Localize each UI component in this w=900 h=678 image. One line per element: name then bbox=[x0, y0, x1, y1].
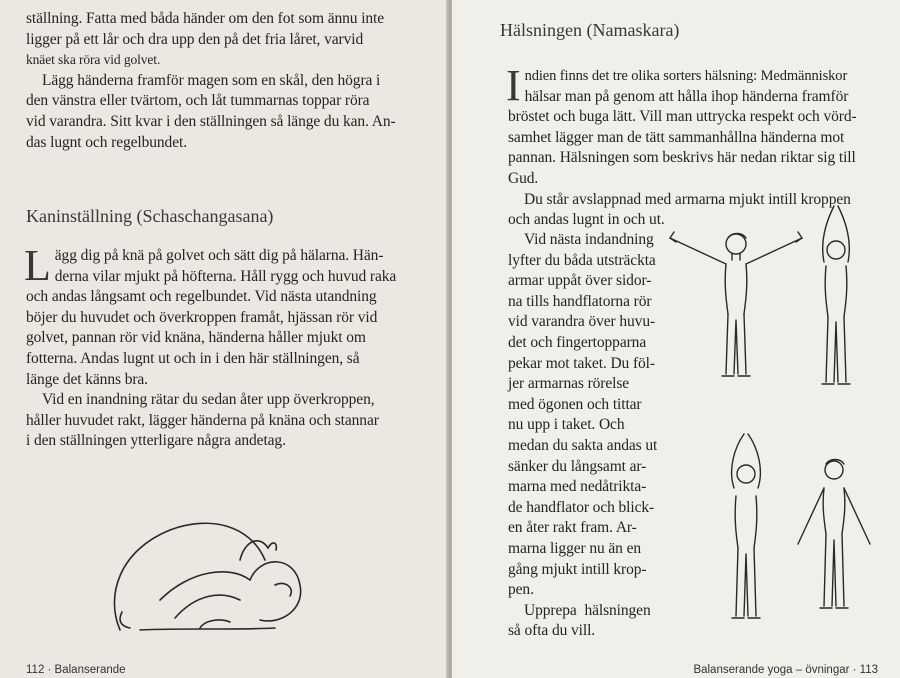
text-line: lyfter du båda utsträckta bbox=[508, 251, 656, 269]
child-pose-illustration bbox=[100, 500, 340, 660]
text-line: armar uppåt över sidor- bbox=[508, 272, 652, 290]
text-line: sänker du långsamt ar- bbox=[508, 457, 647, 475]
text-line: gång mjukt intill krop- bbox=[508, 560, 647, 578]
text-line: vid varandra över huvu- bbox=[508, 313, 656, 331]
text-line: pannan. Hälsningen som beskrivs här nedan riktar sig till bbox=[508, 149, 856, 167]
text-line: den vänstra eller tvärtom, och låt tummarnas toppar röra bbox=[26, 92, 370, 110]
text-line: i den ställningen ytterligare några andetag. bbox=[26, 432, 286, 450]
text-line: pen. bbox=[508, 581, 534, 599]
text-line: med ögonen och tittar bbox=[508, 395, 642, 413]
text-line: det och fingertopparna bbox=[508, 333, 647, 351]
text-line: pekar mot taket. Du föl- bbox=[508, 354, 655, 372]
text-line: golvet, pannan rör vid knäna, händerna håller mjukt om bbox=[26, 329, 366, 347]
text-line: Vid en inandning rätar du sedan åter upp överkroppen, bbox=[42, 391, 375, 409]
text-line: marna ligger nu än en bbox=[508, 539, 642, 557]
text-line: Upprepa hälsningen bbox=[524, 601, 651, 619]
text-line: marna med nedåtrikta- bbox=[508, 478, 647, 496]
text-line: Lägg händerna framför magen som en skål, den högra i bbox=[42, 71, 381, 89]
text-line: böjer du huvudet och överkroppen framåt, hjässan rör vid bbox=[26, 308, 378, 326]
text-line: vid varandra. Sitt kvar i den ställningen så länge du kan. An- bbox=[26, 112, 396, 130]
text-line: das lugnt och regelbundet. bbox=[26, 133, 187, 151]
text-line: och andas lugnt in och ut. bbox=[508, 211, 665, 229]
text-line: de handflator och blick- bbox=[508, 498, 655, 516]
page-footer: 112 · Balanserande bbox=[26, 664, 126, 676]
text-line: ligger på ett lår och dra upp den på det fria låret, varvid bbox=[26, 30, 364, 48]
page-footer: Balanserande yoga – övningar · 113 bbox=[693, 664, 878, 676]
text-line: derna vilar mjukt på höfterna. Håll rygg och huvud raka bbox=[54, 267, 397, 285]
figure-hands-joined-above bbox=[716, 430, 776, 630]
text-line: hälsar man på genom att hålla ihop händerna framför bbox=[524, 87, 849, 105]
text-line: bröstet och buga lätt. Vill man uttrycka respekt och vörd- bbox=[508, 108, 857, 126]
drop-cap: L bbox=[24, 241, 51, 290]
text-line: samhet lägger man de tätt sammanhållna händerna mot bbox=[508, 128, 845, 146]
text-line: och andas långsamt och regelbundet. Vid nästa utandning bbox=[26, 288, 377, 306]
text-line: ndien finns det tre olika sorters hälsning: Medmänniskor bbox=[524, 68, 848, 84]
text-line: knäet ska röra vid golvet. bbox=[26, 52, 161, 68]
text-line: en åter rakt fram. Ar- bbox=[508, 519, 637, 537]
figure-arms-lowered bbox=[792, 456, 877, 626]
text-line: ställning. Fatta med båda händer om den fot som ännu inte bbox=[26, 10, 385, 27]
text-line: håller huvudet rakt, lägger händerna på knäna och stannar bbox=[26, 411, 379, 429]
text-line: Du står avslappnad med armarna mjukt intill kroppen bbox=[524, 190, 851, 208]
left-main-text bbox=[24, 241, 446, 452]
figure-arms-up bbox=[806, 202, 866, 397]
text-line: fotterna. Andas lugnt ut och in i den här ställningen, så bbox=[26, 349, 360, 367]
text-line: länge det känns bra. bbox=[26, 370, 148, 388]
text-line: Vid nästa indandning bbox=[524, 231, 654, 248]
text-line: ägg dig på knä på golvet och sätt dig på hälarna. Hän- bbox=[54, 247, 384, 264]
figure-arms-sideways bbox=[666, 224, 806, 394]
text-line: nu upp i taket. Och bbox=[508, 416, 625, 434]
text-line: jer armarnas rörelse bbox=[508, 375, 630, 393]
left-top-text bbox=[26, 9, 446, 153]
section-heading: Hälsningen (Namaskara) bbox=[500, 20, 680, 40]
text-line: Gud. bbox=[508, 169, 539, 187]
left-page bbox=[0, 0, 448, 678]
section-heading: Kaninställning (Schaschangasana) bbox=[26, 206, 274, 226]
text-line: så ofta du vill. bbox=[508, 622, 596, 640]
text-line: medan du sakta andas ut bbox=[508, 436, 658, 454]
right-page bbox=[452, 0, 900, 678]
text-line: na tills handflatorna rör bbox=[508, 292, 652, 310]
drop-cap: I bbox=[506, 61, 521, 110]
